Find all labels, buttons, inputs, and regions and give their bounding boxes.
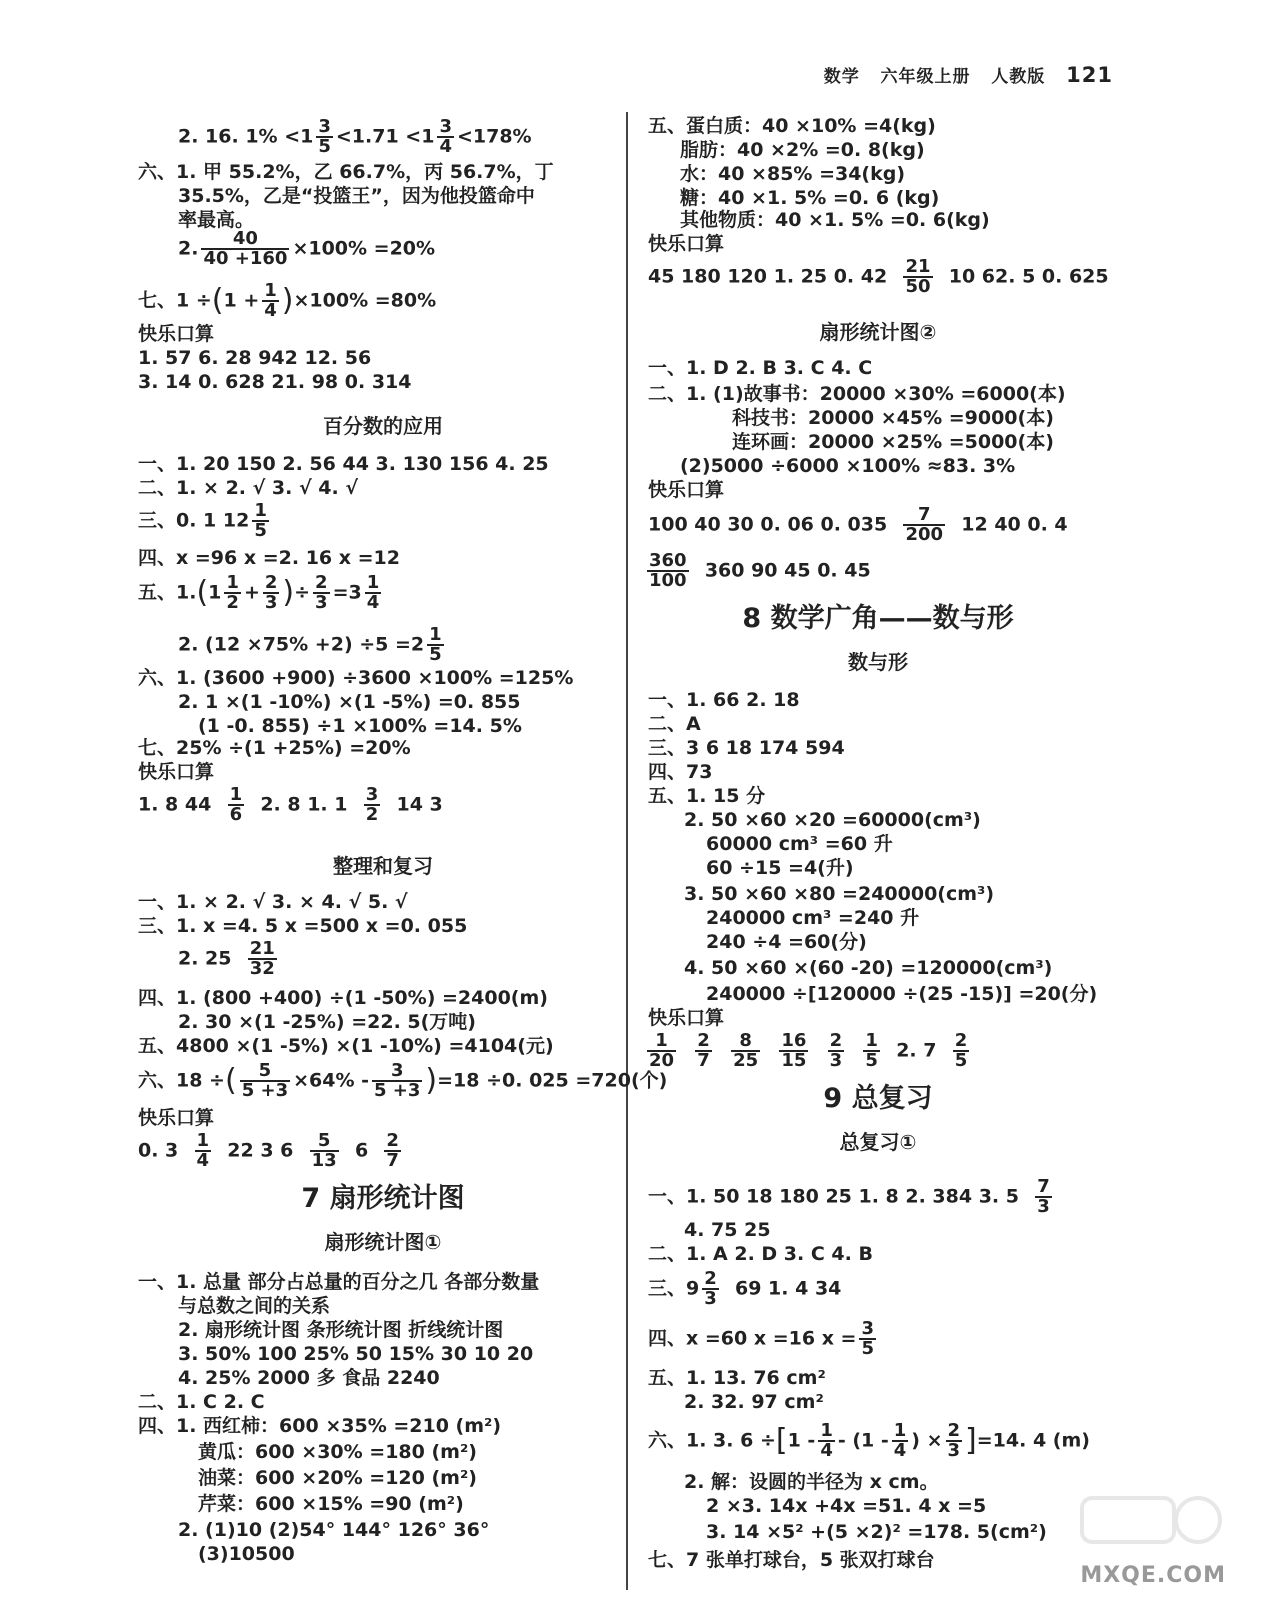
text: 360 90 45 0. 45 — [704, 559, 871, 582]
numerator: 1 — [647, 1032, 676, 1052]
numerator: 1 — [366, 572, 380, 593]
fraction — [859, 1320, 876, 1358]
chapter-title: 9 总复习 — [823, 1083, 933, 1114]
denominator: 50 — [905, 276, 931, 297]
answer-line: 3. 14 ×5² +(5 ×2)² =178. 5(cm²) — [706, 1521, 1047, 1543]
fraction — [427, 626, 444, 664]
answer-line: 35.5%，乙是“投篮王”，因为他投篮命中 — [178, 185, 535, 207]
fraction — [252, 502, 269, 540]
text: 69 1. 4 34 — [735, 1277, 842, 1300]
text: 22 3 6 — [227, 1139, 294, 1162]
denominator: 3 — [264, 592, 278, 613]
answer-line — [138, 574, 384, 612]
chapter-title: 7 扇形统计图 — [301, 1183, 465, 1214]
text: <1.71 <1 — [335, 125, 435, 148]
answer-line — [138, 502, 272, 540]
numerator: 3 — [318, 116, 331, 137]
fraction — [228, 786, 245, 824]
paren: ) — [282, 575, 295, 610]
answer-line: 二、1. (1)故事书：20000 ×30% =6000(本) — [648, 383, 1066, 405]
watermark-logo-icon — [1078, 1484, 1228, 1562]
paren: [ — [775, 1423, 788, 1458]
answer-line: 一、1. 20 150 2. 56 44 3. 130 156 4. 25 — [138, 453, 549, 475]
answer-line — [178, 118, 532, 156]
paren: ( — [196, 575, 209, 610]
text: 6 — [354, 1139, 369, 1162]
answer-line: 四、1. (800 +400) ÷(1 -50%) =2400(m) — [138, 987, 548, 1009]
answer-line — [644, 552, 871, 590]
denominator: 5 +3 — [241, 1080, 289, 1101]
text: 六、1. 3. 6 ÷ — [648, 1429, 776, 1452]
text: 1 + — [223, 289, 260, 312]
numerator: 2 — [386, 1130, 399, 1151]
watermark-text: MXQE.COM — [1080, 1563, 1226, 1588]
answer-line: 一、1. 总量 部分占总量的百分之几 各部分数量 — [138, 1271, 540, 1293]
answer-line: 五、蛋白质：40 ×10% =4(kg) — [648, 115, 936, 137]
text: =18 ÷0. 025 =720(个) — [437, 1069, 668, 1092]
denominator: 2 — [226, 592, 239, 613]
text: 2. — [178, 237, 199, 260]
answer-line: 60 ÷15 =4(升) — [706, 857, 854, 879]
numerator: 1 — [429, 624, 442, 645]
answer-line: (3)10500 — [198, 1543, 295, 1565]
numerator: 2 — [315, 572, 328, 593]
numerator: 3 — [439, 116, 452, 137]
answer-line: 二、1. × 2. √ 3. √ 4. √ — [138, 477, 358, 499]
answer-line: 三、1. x =4. 5 x =500 x =0. 055 — [138, 915, 468, 937]
denominator: 15 — [781, 1050, 807, 1071]
answer-line: 脂肪：40 ×2% =0. 8(kg) — [680, 139, 925, 161]
denominator: 4 — [820, 1440, 833, 1461]
answer-line: 2. 扇形统计图 条形统计图 折线统计图 — [178, 1319, 504, 1341]
answer-line: 六、1. (3600 +900) ÷3600 ×100% =125% — [138, 667, 574, 689]
answer-line: 2. 32. 97 cm² — [684, 1391, 824, 1413]
section-label: 快乐口算 — [648, 479, 725, 501]
denominator: 3 — [1037, 1196, 1050, 1217]
numerator: 1 — [196, 1130, 210, 1151]
answer-line: 二、1. A 2. D 3. C 4. B — [648, 1243, 873, 1265]
denominator: 4 — [366, 592, 380, 613]
answer-line: 七、25% ÷(1 +25%) =20% — [138, 737, 411, 759]
answer-line: (2)5000 ÷6000 ×100% ≈83. 3% — [680, 455, 1016, 477]
section-title: 扇形统计图① — [324, 1230, 442, 1254]
answer-line: 三、3 6 18 174 594 — [648, 737, 845, 759]
answer-line: 240000 cm³ =240 升 — [706, 907, 920, 929]
answer-line: 2. 30 ×(1 -25%) =22. 5(万吨) — [178, 1011, 476, 1033]
answer-line: 与总数之间的关系 — [178, 1295, 331, 1317]
fraction — [828, 1032, 845, 1070]
section-title: 扇形统计图② — [819, 320, 937, 344]
fraction — [263, 574, 280, 612]
paren: ( — [211, 283, 224, 318]
fraction — [903, 258, 932, 296]
answer-line: 一、1. × 2. √ 3. × 4. √ 5. √ — [138, 891, 408, 913]
fraction — [262, 282, 279, 320]
answer-line: 水：40 ×85% =34(kg) — [680, 163, 906, 185]
answer-line: 其他物质：40 ×1. 5% =0. 6(kg) — [680, 209, 990, 231]
section-label: 快乐口算 — [138, 1107, 215, 1129]
answer-line — [138, 282, 436, 320]
answer-line: 240000 ÷[120000 ÷(25 -15)] =20(分) — [706, 983, 1098, 1005]
text: 三、9 — [648, 1277, 700, 1300]
answer-line: 糖：40 ×1. 5% =0. 6 (kg) — [680, 187, 940, 209]
denominator: 5 +3 — [374, 1080, 421, 1101]
fraction — [1035, 1178, 1052, 1216]
denominator: 7 — [386, 1150, 399, 1171]
denominator: 4 — [264, 300, 277, 321]
text: 0. 3 — [138, 1139, 179, 1162]
denominator: 4 — [439, 136, 452, 157]
text: 2. 16. 1% <1 — [178, 125, 314, 148]
fraction — [310, 1132, 339, 1170]
numerator: 8 — [731, 1032, 760, 1052]
answer-line: 五、1. 13. 76 cm² — [648, 1367, 826, 1389]
text: ) × — [911, 1429, 943, 1452]
denominator: 3 — [704, 1288, 717, 1309]
text: ×100% =20% — [292, 237, 436, 260]
answer-line — [178, 230, 435, 268]
numerator: 1 — [226, 572, 239, 593]
answer-line: 五、4800 ×(1 -5%) ×(1 -10%) =4104(元) — [138, 1035, 554, 1057]
section-title: 百分数的应用 — [323, 414, 443, 438]
fraction — [863, 1032, 880, 1070]
denominator: 25 — [733, 1050, 759, 1071]
numerator: 1 — [893, 1420, 907, 1441]
fraction — [437, 118, 454, 156]
answer-line — [138, 1132, 404, 1170]
answer-line — [648, 1178, 1055, 1216]
denominator: 4 — [893, 1440, 907, 1461]
text: - (1 - — [837, 1429, 889, 1452]
header-edition: 人教版 — [991, 67, 1046, 87]
fraction — [779, 1032, 808, 1070]
fraction — [195, 1132, 212, 1170]
fraction — [313, 574, 330, 612]
answer-line: 2. 解：设圆的半径为 x cm。 — [684, 1471, 939, 1493]
numerator: 7 — [903, 506, 945, 526]
numerator: 2 — [829, 1030, 843, 1051]
text: 10 62. 5 0. 625 — [948, 265, 1109, 288]
answer-line: 4. 50 ×60 ×(60 -20) =120000(cm³) — [684, 957, 1053, 979]
text: 2. 8 1. 1 — [260, 793, 348, 816]
answer-line: 3. 50 ×60 ×80 =240000(cm³) — [684, 883, 995, 905]
answer-line: 四、x =96 x =2. 16 x =12 — [138, 547, 400, 569]
answer-line: 3. 50% 100 25% 50 15% 30 10 20 — [178, 1343, 534, 1365]
fraction — [953, 1032, 970, 1070]
denominator: 5 — [429, 644, 442, 665]
fraction — [702, 1270, 719, 1308]
numerator: 3 — [372, 1062, 422, 1082]
text: + — [243, 581, 260, 604]
answer-line: 二、A — [648, 713, 701, 735]
denominator: 2 — [365, 804, 379, 825]
fraction — [946, 1422, 963, 1460]
answer-line: 2. 50 ×60 ×20 =60000(cm³) — [684, 809, 981, 831]
text: ÷ — [294, 581, 311, 604]
numerator: 5 — [310, 1132, 339, 1152]
paren: ] — [965, 1423, 977, 1458]
fraction — [695, 1032, 712, 1070]
numerator: 5 — [240, 1062, 290, 1082]
denominator: 5 — [865, 1050, 878, 1071]
paren: ) — [281, 283, 294, 318]
answer-line: 二、1. C 2. C — [138, 1391, 265, 1413]
answer-line — [138, 1062, 667, 1100]
answer-line: 科技书：20000 ×45% =9000(本) — [732, 407, 1054, 429]
answer-line: 2. (1)10 (2)54° 144° 126° 36° — [178, 1519, 490, 1541]
answer-line: 芹菜：600 ×15% =90 (m²) — [198, 1493, 464, 1515]
denominator: 20 — [649, 1050, 675, 1071]
numerator: 1 — [254, 500, 267, 521]
answer-line: 四、1. 西红柿：600 ×35% =210 (m²) — [138, 1415, 502, 1437]
answer-line: 率最高。 — [178, 209, 255, 231]
text: 六、18 ÷ — [138, 1069, 225, 1092]
denominator: 5 — [318, 136, 331, 157]
section-label: 快乐口算 — [648, 233, 725, 255]
text: 1. 8 44 — [138, 793, 212, 816]
page-number: 121 — [1066, 63, 1113, 87]
text: 2. 25 — [178, 947, 232, 970]
section-title: 整理和复习 — [333, 854, 433, 878]
header-grade: 六年级上册 — [880, 67, 971, 87]
text: 五、1. — [138, 581, 197, 604]
numerator: 2 — [704, 1268, 717, 1289]
text: 12 40 0. 4 — [961, 513, 1068, 536]
section-title: 数与形 — [848, 650, 908, 674]
numerator: 21 — [905, 256, 931, 277]
answer-line: 黄瓜：600 ×30% =180 (m²) — [198, 1441, 477, 1463]
denominator: 7 — [697, 1050, 710, 1071]
numerator: 1 — [264, 280, 277, 301]
denominator: 100 — [649, 570, 687, 591]
answer-line: 2 ×3. 14x +4x =51. 4 x =5 — [706, 1495, 987, 1517]
answer-line: 连环画：20000 ×25% =5000(本) — [732, 431, 1054, 453]
paren: ( — [224, 1063, 237, 1098]
answer-line — [138, 786, 443, 824]
numerator: 21 — [249, 938, 275, 959]
denominator: 13 — [311, 1150, 337, 1171]
answer-line — [648, 1320, 879, 1358]
answer-line — [648, 506, 1068, 544]
fraction — [248, 940, 277, 978]
fraction — [365, 574, 382, 612]
numerator: 2 — [947, 1420, 961, 1441]
fraction — [384, 1132, 401, 1170]
section-label: 快乐口算 — [648, 1007, 725, 1029]
numerator: 40 — [201, 230, 289, 250]
denominator: 5 — [861, 1338, 875, 1359]
fraction — [731, 1032, 760, 1070]
fraction — [903, 506, 945, 544]
answer-line: 4. 25% 2000 多 食品 2240 — [178, 1367, 440, 1389]
fraction — [818, 1422, 835, 1460]
numerator: 2 — [697, 1030, 710, 1051]
answer-line: 四、73 — [648, 761, 713, 783]
fraction — [201, 230, 289, 268]
denominator: 40 +160 — [203, 248, 288, 269]
answer-line: 2. 1 ×(1 -10%) ×(1 -5%) =0. 855 — [178, 691, 521, 713]
text: 14 3 — [396, 793, 443, 816]
answer-line: 一、1. D 2. B 3. C 4. C — [648, 357, 873, 379]
fraction — [224, 574, 241, 612]
denominator: 5 — [954, 1050, 968, 1071]
numerator: 2 — [264, 572, 278, 593]
text: 1 — [208, 581, 222, 604]
text: =3 — [332, 581, 362, 604]
text: 100 40 30 0. 06 0. 035 — [648, 513, 888, 536]
denominator: 6 — [229, 804, 243, 825]
numerator: 360 — [649, 550, 687, 571]
numerator: 7 — [1037, 1176, 1050, 1197]
text: 一、1. 50 18 180 25 1. 8 2. 384 3. 5 — [648, 1185, 1019, 1208]
answer-line: 60000 cm³ =60 升 — [706, 833, 893, 855]
denominator: 3 — [315, 592, 328, 613]
answer-line — [648, 258, 1109, 296]
denominator: 5 — [254, 520, 267, 541]
text: 2. (12 ×75% +2) ÷5 =2 — [178, 633, 425, 656]
numerator: 1 — [820, 1420, 833, 1441]
text: 45 180 120 1. 25 0. 42 — [648, 265, 888, 288]
fraction — [372, 1062, 422, 1100]
numerator: 1 — [229, 784, 243, 805]
section-title: 总复习① — [839, 1130, 917, 1154]
text: ×64% - — [293, 1069, 370, 1092]
section-label: 快乐口算 — [138, 323, 215, 345]
fraction — [647, 552, 689, 590]
section-label: 快乐口算 — [138, 761, 215, 783]
chapter-title: 8 数学广角——数与形 — [742, 603, 1014, 634]
answer-line: (1 -0. 855) ÷1 ×100% =14. 5% — [198, 715, 522, 737]
answer-line — [644, 1032, 972, 1070]
header-subject: 数学 — [823, 67, 860, 87]
answer-line: 五、1. 15 分 — [648, 785, 766, 807]
paren: ) — [425, 1063, 438, 1098]
answer-line — [648, 1270, 841, 1308]
fraction — [647, 1032, 676, 1070]
numerator: 2 — [954, 1030, 968, 1051]
text: <178% — [456, 125, 532, 148]
text: 2. 7 — [896, 1039, 937, 1062]
fraction — [240, 1062, 290, 1100]
numerator: 3 — [365, 784, 379, 805]
answer-line: 240 ÷4 =60(分) — [706, 931, 867, 953]
denominator: 32 — [249, 958, 275, 979]
answer-line: 4. 75 25 — [684, 1219, 771, 1241]
answer-line — [178, 626, 447, 664]
denominator: 4 — [196, 1150, 210, 1171]
answer-line: 七、7 张单打球台，5 张双打球台 — [648, 1549, 935, 1571]
answer-line — [178, 940, 280, 978]
answer-line: 油菜：600 ×20% =120 (m²) — [198, 1467, 477, 1489]
fraction — [364, 786, 381, 824]
answer-line — [648, 1422, 1090, 1460]
fraction — [892, 1422, 909, 1460]
answer-line: 1. 57 6. 28 942 12. 56 — [138, 347, 372, 369]
text: 四、x =60 x =16 x = — [648, 1327, 857, 1350]
text: 1 - — [787, 1429, 816, 1452]
denominator: 3 — [947, 1440, 961, 1461]
answer-line: 六、1. 甲 55.2%，乙 66.7%，丙 56.7%，丁 — [138, 161, 554, 183]
fraction — [316, 118, 333, 156]
page-header — [824, 62, 1113, 87]
numerator: 1 — [865, 1030, 878, 1051]
denominator: 200 — [905, 524, 944, 545]
text: 七、1 ÷ — [138, 289, 212, 312]
numerator: 3 — [861, 1318, 875, 1339]
text: =14. 4 (m) — [976, 1429, 1090, 1452]
numerator: 16 — [781, 1030, 807, 1051]
denominator: 3 — [829, 1050, 843, 1071]
answer-line: 一、1. 66 2. 18 — [648, 689, 800, 711]
text: 三、0. 1 12 — [138, 509, 250, 532]
text: ×100% =80% — [293, 289, 437, 312]
answer-line: 3. 14 0. 628 21. 98 0. 314 — [138, 371, 412, 393]
